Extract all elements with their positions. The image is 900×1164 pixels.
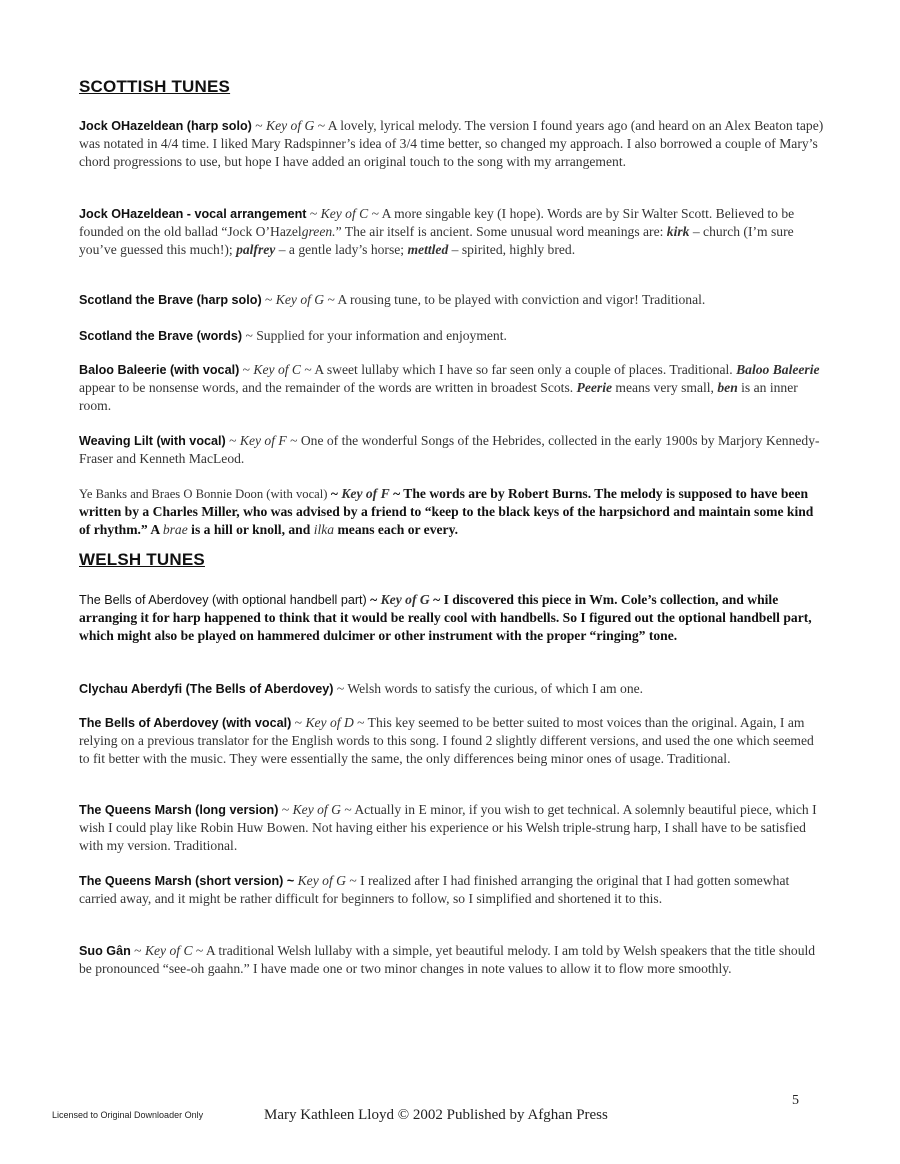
- entry-title: Suo Gân: [79, 944, 131, 958]
- separator: ~: [130, 943, 145, 958]
- glossary-term: Peerie: [576, 380, 613, 395]
- entry-description: is an inner room.: [79, 380, 798, 413]
- entry-title: Weaving Lilt (with vocal): [79, 434, 226, 448]
- separator: ~: [368, 206, 382, 221]
- section-heading-scottish: SCOTTISH TUNES: [79, 77, 231, 96]
- copyright-footer: Mary Kathleen Lloyd © 2002 Published by Afghan Press: [264, 1107, 608, 1123]
- entry-key: Key of C: [144, 943, 193, 958]
- entry-scotland-harp: [79, 291, 824, 309]
- separator: ~: [239, 362, 254, 377]
- entry-jock-harp: [79, 117, 824, 171]
- separator: ~: [324, 292, 338, 307]
- separator: ~: [291, 715, 306, 730]
- entry-description: means very small,: [612, 380, 718, 395]
- separator: ~: [333, 681, 348, 696]
- separator: ~: [242, 328, 257, 343]
- separator: ~: [225, 433, 240, 448]
- separator: ~: [327, 486, 342, 501]
- entry-title: The Queens Marsh (short version) ~: [79, 874, 295, 888]
- entry-title: Jock OHazeldean - vocal arrangement: [79, 207, 307, 221]
- separator: ~: [345, 873, 361, 888]
- glossary-term: ilka: [313, 522, 335, 537]
- entry-title: Scotland the Brave (harp solo): [79, 293, 262, 307]
- entry-key: Key of G: [380, 592, 430, 607]
- glossary-term: palfrey: [236, 242, 276, 257]
- separator: ~: [366, 592, 381, 607]
- entry-key: Key of G: [297, 873, 346, 888]
- entry-key: Key of F: [341, 486, 390, 501]
- glossary-term: ben: [717, 380, 738, 395]
- entry-title: Baloo Baleerie (with vocal): [79, 363, 240, 377]
- entry-clychau: [79, 680, 824, 698]
- section-heading-welsh: WELSH TUNES: [79, 550, 205, 569]
- entry-title: Clychau Aberdyfi (The Bells of Aberdovey): [79, 682, 334, 696]
- entry-title: The Bells of Aberdovey (with vocal): [79, 716, 292, 730]
- separator: ~: [251, 118, 267, 133]
- separator: ~: [301, 362, 315, 377]
- entry-description: appear to be nonsense words, and the remainder of the words are written in broadest Scots.: [79, 380, 577, 395]
- entry-key: Key of D: [305, 715, 354, 730]
- page-number: 5: [792, 1093, 799, 1108]
- entry-description: Supplied for your information and enjoyment.: [256, 328, 507, 343]
- entry-description: – church (I’m sure you’ve guessed this much!);: [79, 224, 794, 257]
- entry-title: The Queens Marsh (long version): [79, 803, 279, 817]
- entry-italic-word: green.: [301, 224, 336, 239]
- entry-description: I discovered this piece in Wm. Cole’s collection, and while arranging it for harp happened to think that it would be really cool with handbells. So I figured out the optional handbell part, which might also be played on hammered dulcimer or other instrument with the proper “ringing” tone.: [79, 592, 812, 643]
- entry-title: The Bells of Aberdovey (with optional handbell part): [79, 593, 367, 607]
- separator: ~: [306, 206, 321, 221]
- entry-key: Key of G: [292, 802, 341, 817]
- entry-description: This key seemed to be better suited to most voices than the original. Again, I am relying on a previous translator for the English words to this song. I found 2 slightly different versions, and used the one which seemed to fit better with the music. They were essentially the same, the only differences being minor ones of usage. Traditional.: [79, 715, 814, 766]
- entry-description: is a hill or knoll, and: [187, 522, 314, 537]
- entry-queens-long: [79, 801, 824, 855]
- entry-yebanks: [79, 485, 824, 539]
- separator: ~: [314, 118, 328, 133]
- glossary-term: kirk: [666, 224, 690, 239]
- entry-description: The words are by Robert Burns. The melody is supposed to have been written by a Charles Miller, who was advised by a friend to “keep to the black keys of the harpsichord and maintain some kind of rhythm.” A: [79, 486, 814, 537]
- entry-title: Jock OHazeldean (harp solo): [79, 119, 252, 133]
- separator: ~: [278, 802, 293, 817]
- separator: ~: [429, 592, 444, 607]
- entry-key: Key of F: [239, 433, 287, 448]
- entry-bells-handbell: [79, 591, 824, 645]
- entry-description: Welsh words to satisfy the curious, of which I am one.: [347, 681, 644, 696]
- separator: ~: [261, 292, 276, 307]
- entry-key: Key of G: [266, 118, 315, 133]
- separator: ~: [353, 715, 368, 730]
- separator: ~: [340, 802, 355, 817]
- entry-description: A traditional Welsh lullaby with a simple, yet beautiful melody. I am told by Welsh speakers that the title should be pronounced “see-oh gaahn.” I have made one or two minor changes in note values to allow it to flow more smoothly.: [79, 943, 816, 976]
- glossary-term: brae: [162, 522, 188, 537]
- entry-title: Ye Banks and Braes O Bonnie Doon (with vocal): [79, 487, 328, 501]
- glossary-term: Baloo Baleerie: [736, 362, 820, 377]
- entry-queens-short: [79, 872, 824, 908]
- entry-description: A sweet lullaby which I have so far seen only a couple of places. Traditional.: [314, 362, 737, 377]
- glossary-term: mettled: [407, 242, 449, 257]
- separator: ~: [192, 943, 206, 958]
- entry-suo-gan: [79, 942, 824, 978]
- entry-description: A rousing tune, to be played with conviction and vigor! Traditional.: [337, 292, 706, 307]
- entry-description: – spirited, highly bred.: [448, 242, 576, 257]
- entry-key: Key of C: [320, 206, 369, 221]
- entry-description: – a gentle lady’s horse;: [275, 242, 408, 257]
- separator: ~: [286, 433, 301, 448]
- entry-scotland-words: [79, 327, 824, 345]
- separator: ~: [389, 486, 404, 501]
- entry-jock-vocal: [79, 205, 824, 259]
- entry-description: I realized after I had finished arranging the original that I had gotten somewhat carried away, and it might be rather difficult for beginners to follow, so I simplified and shortened it to this.: [79, 873, 790, 906]
- entry-description: A more singable key (I hope). Words are by Sir Walter Scott. Believed to be founded on the old ballad “Jock O’Hazel: [79, 206, 795, 239]
- license-notice: Licensed to Original Downloader Only: [52, 1110, 204, 1120]
- entry-description: Actually in E minor, if you wish to get technical. A solemnly beautiful piece, which I wish I could play like Robin Huw Bowen. Not having either his experience or his Welsh triple-strung harp, I shall have to be satisfied with my version. Traditional.: [79, 802, 817, 853]
- entry-baloo: [79, 361, 824, 415]
- entry-bells-vocal: [79, 714, 824, 768]
- entry-key: Key of C: [253, 362, 301, 377]
- entry-key: Key of G: [275, 292, 325, 307]
- entry-weaving: [79, 432, 824, 468]
- entry-description: ” The air itself is ancient. Some unusual word meanings are:: [335, 224, 667, 239]
- entry-description: means each or every.: [334, 522, 459, 537]
- entry-description: One of the wonderful Songs of the Hebrides, collected in the early 1900s by Marjory Kennedy-Fraser and Kenneth MacLeod.: [79, 433, 820, 466]
- entry-title: Scotland the Brave (words): [79, 329, 243, 343]
- entry-description: A lovely, lyrical melody. The version I found years ago (and heard on an Alex Beaton tape) was notated in 4/4 time. I liked Mary Radspinner’s idea of 3/4 time better, so changed my approach. I also borrowed a couple of Mary’s chord progressions to use, but hope I have added an original touch to the song with my arrangement.: [79, 118, 824, 169]
